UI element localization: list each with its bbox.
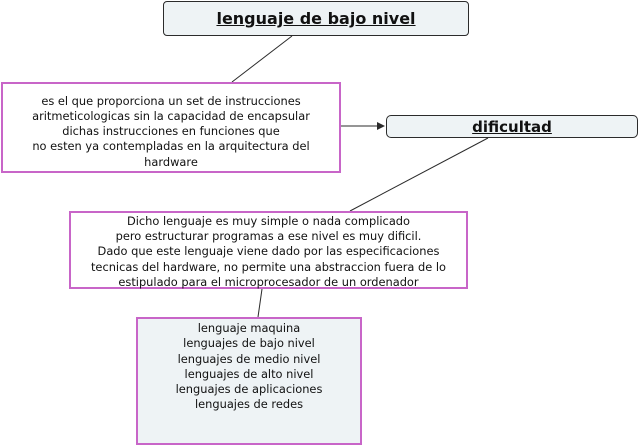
list-item: lenguajes de bajo nivel: [183, 336, 315, 351]
list-item: lenguajes de alto nivel: [184, 366, 314, 381]
definition-line: es el que proporciona un set de instrucciones: [41, 93, 301, 108]
difficulty-topic-node: [386, 115, 638, 138]
language-types-node: [136, 317, 362, 445]
description-line: Dado que este lenguaje viene dado por las especificaciones: [97, 244, 440, 259]
language-types-list: [176, 321, 323, 413]
definition-node: [1, 82, 341, 173]
list-item: lenguaje maquina: [197, 321, 301, 335]
list-item: lenguajes de aplicaciones: [175, 382, 323, 397]
main-topic-node: [163, 1, 469, 36]
definition-line: no esten ya contempladas en la arquitectura del: [32, 139, 310, 154]
description-line: pero estructurar programas a ese nivel es muy dificil.: [115, 229, 422, 244]
description-line: tecnicas del hardware, no permite una abstraccion fuera de lo: [90, 259, 447, 274]
main-topic-title: lenguaje de bajo nivel: [216, 9, 416, 28]
description-line: Dicho lenguaje es muy simple o nada complicado: [126, 214, 410, 228]
difficulty-title: dificultad: [472, 117, 552, 136]
connector-description-to-types: [258, 289, 262, 317]
definition-line: aritmeticologicas sin la capacidad de encapsular: [32, 108, 310, 123]
definition-line: dichas instrucciones en funciones que: [62, 124, 280, 139]
connector-difficulty-to-description: [350, 138, 488, 211]
definition-text: [32, 94, 310, 170]
connector-title-to-definition: [232, 36, 292, 82]
definition-line: hardware: [144, 154, 198, 169]
difficulty-description-node: [69, 211, 468, 289]
description-line: estipulado para el microprocesador de un ordenador: [118, 274, 419, 289]
list-item: lenguajes de redes: [194, 397, 304, 412]
list-item: lenguajes de medio nivel: [177, 351, 321, 366]
difficulty-description-text: [91, 214, 446, 290]
